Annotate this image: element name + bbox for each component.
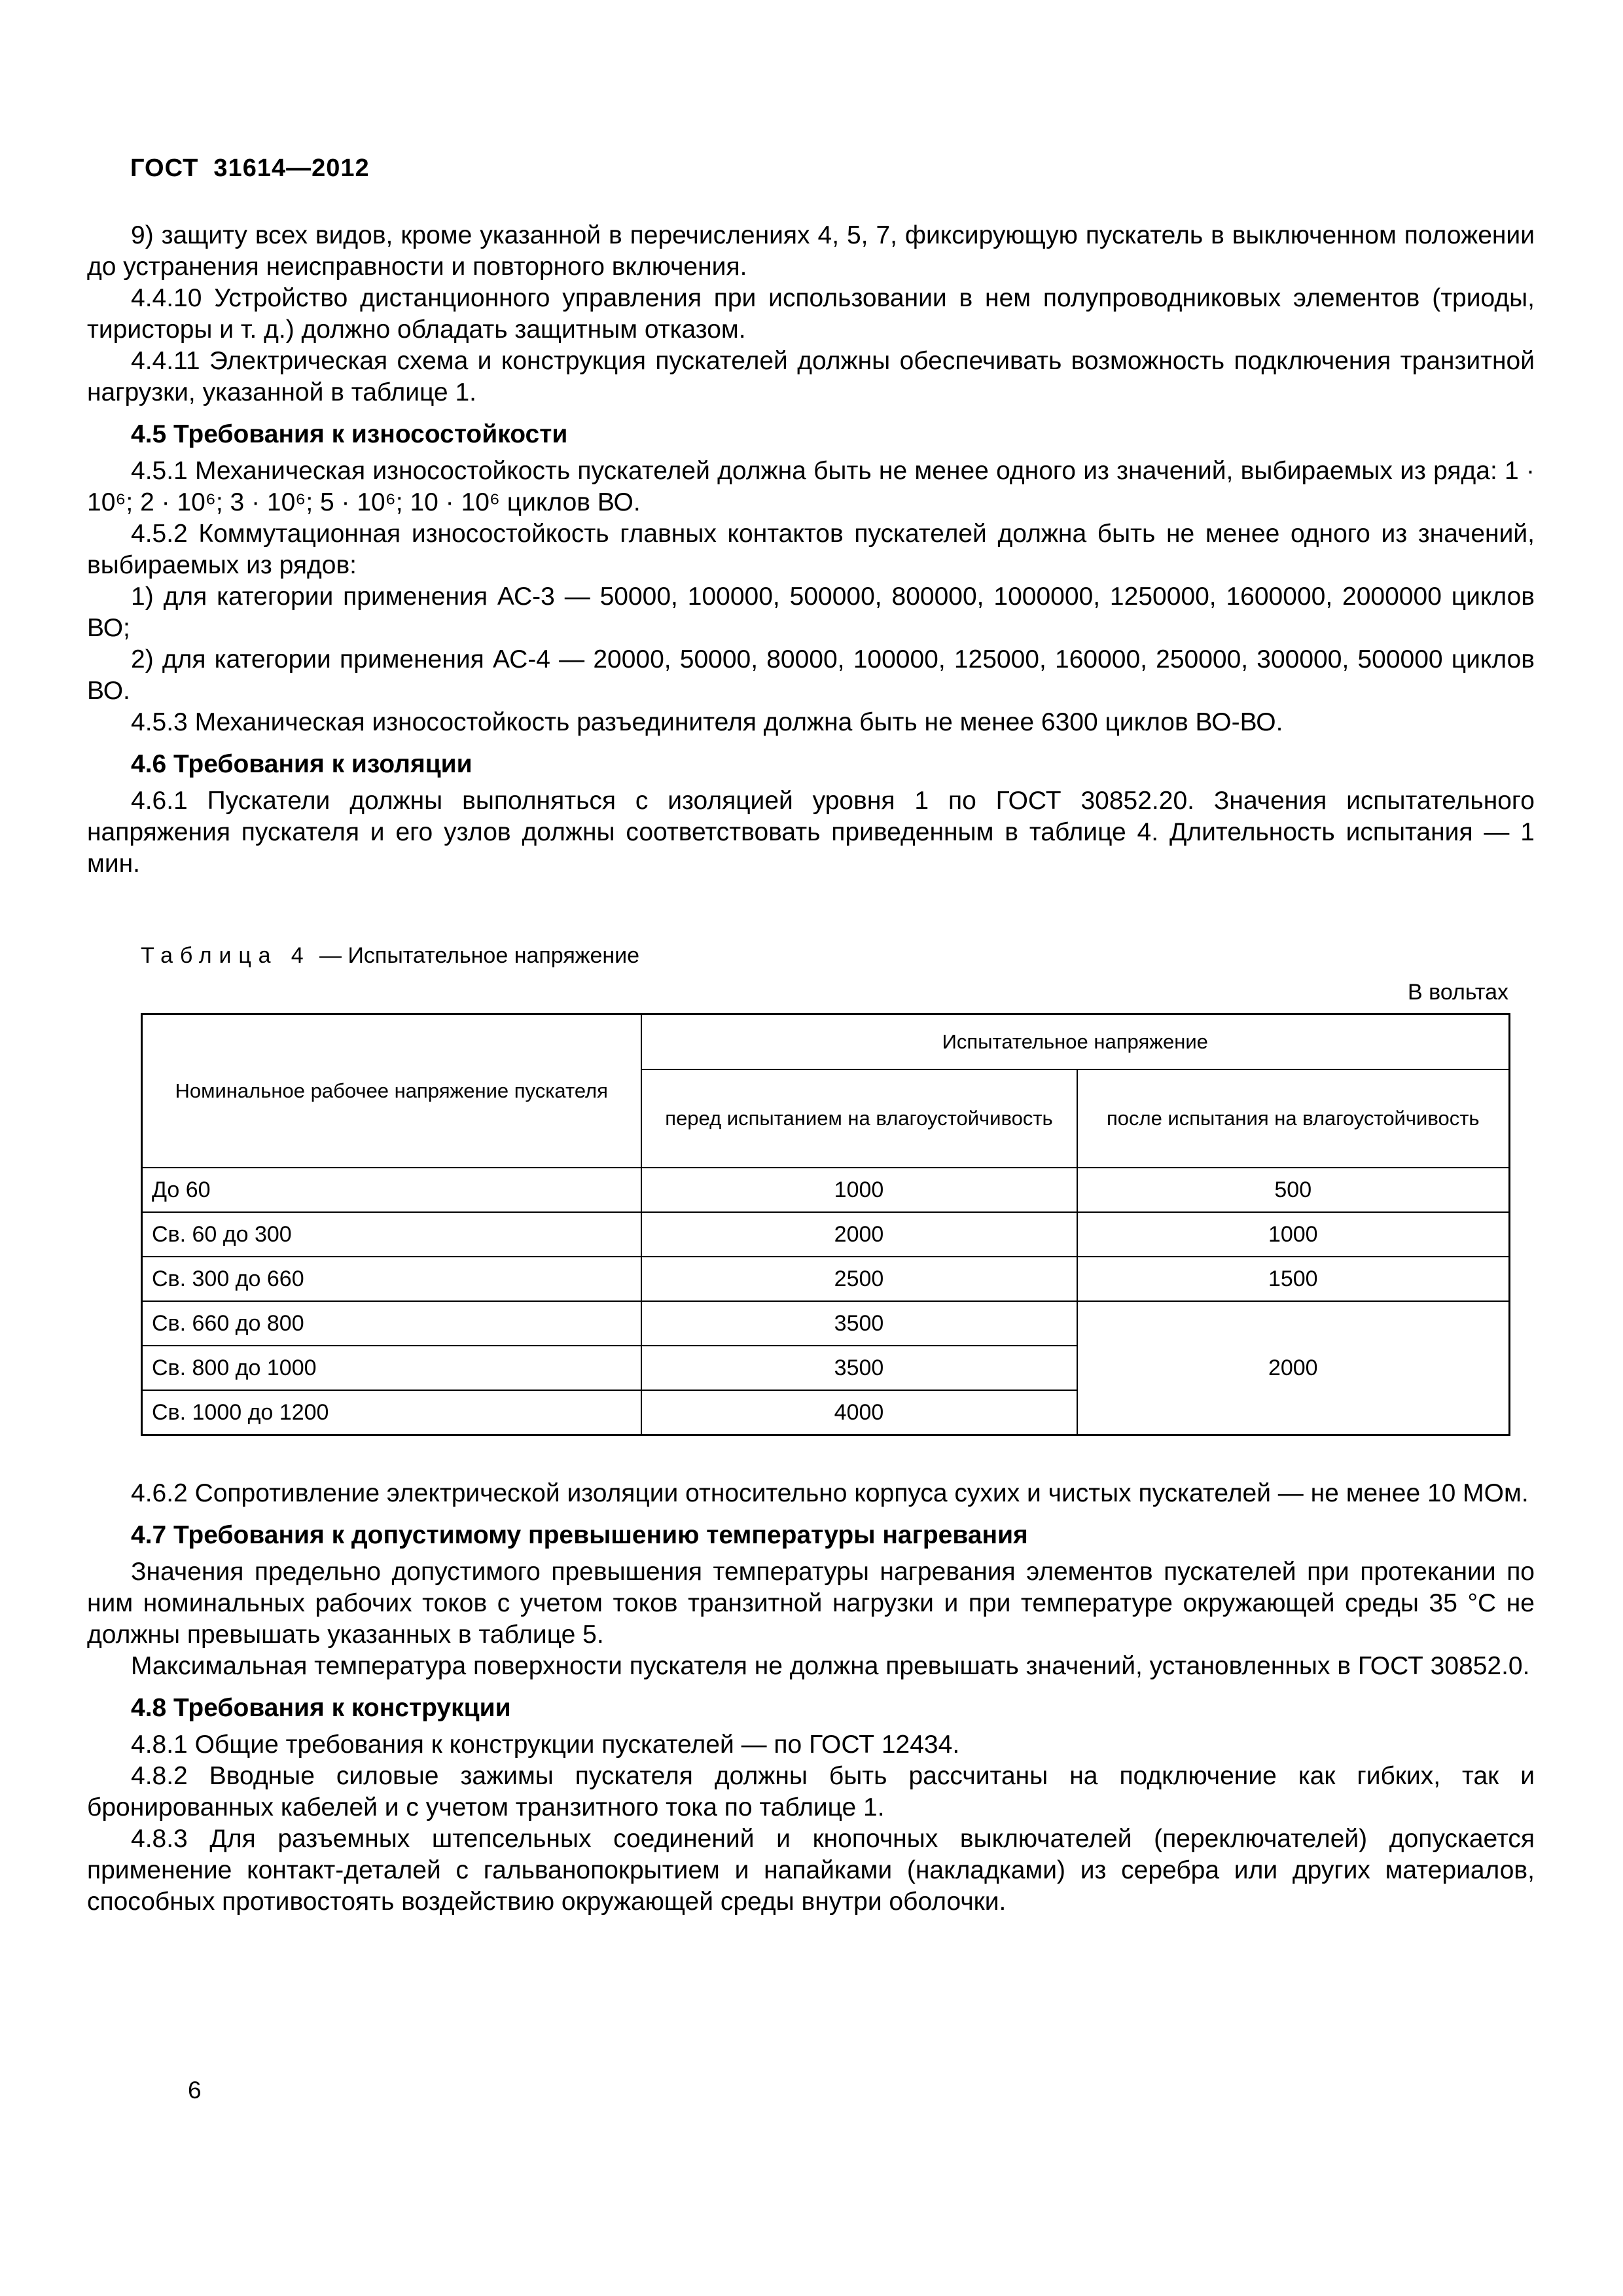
table-caption-title: — Испытательное напряжение bbox=[319, 943, 640, 968]
header-test-voltage-group: Испытательное напряжение bbox=[641, 1014, 1510, 1070]
heading-4-5: 4.5 Требования к износостойкости bbox=[131, 420, 568, 448]
paragraph-4-4-10: 4.4.10 Устройство дистанционного управления при использовании в нем полупроводниковых элементов (триоды, тиристоры и т. д.) должно обладать защитным отказом. bbox=[87, 284, 1535, 344]
cell-voltage-range: Св. 1000 до 1200 bbox=[142, 1390, 641, 1435]
cell-after-value-merged: 2000 bbox=[1077, 1301, 1510, 1435]
cell-before-value: 3500 bbox=[641, 1301, 1077, 1346]
table-caption-label: Таблица 4 bbox=[141, 943, 311, 968]
paragraph-4-8-1: 4.8.1 Общие требования к конструкции пускателей — по ГОСТ 12434. bbox=[131, 1731, 960, 1759]
header-after-humidity-test: после испытания на влагоустойчивость bbox=[1077, 1069, 1510, 1168]
table-row bbox=[142, 1301, 1510, 1346]
paragraph-4-5-3: 4.5.3 Механическая износостойкость разъединителя должна быть не менее 6300 циклов ВО-ВО. bbox=[131, 708, 1283, 736]
table-header-row-group bbox=[142, 1014, 1510, 1070]
header-nominal-voltage: Номинальное рабочее напряжение пускателя bbox=[142, 1014, 641, 1168]
table-row bbox=[142, 1212, 1510, 1257]
doc-code: ГОСТ 31614—2012 bbox=[130, 154, 370, 182]
paragraph-list-item-2: 2) для категории применения АС-4 — 20000, 50000, 80000, 100000, 125000, 160000, 250000, 300000, 500000 циклов ВО. bbox=[87, 645, 1535, 705]
paragraph-list-item-1: 1) для категории применения АС-3 — 50000, 100000, 500000, 800000, 1000000, 1250000, 1600000, 2000000 циклов ВО; bbox=[87, 583, 1535, 642]
header-before-humidity-test: перед испытанием на влагоустойчивость bbox=[641, 1069, 1077, 1168]
paragraph-4-4-11: 4.4.11 Электрическая схема и конструкция пускателей должны обеспечивать возможность подключения транзитной нагрузки, указанной в таблице 1. bbox=[87, 347, 1535, 406]
page-number: 6 bbox=[188, 2077, 202, 2104]
table-caption bbox=[141, 940, 1535, 971]
paragraph-item-9: 9) защиту всех видов, кроме указанной в перечислениях 4, 5, 7, фиксирующую пускатель в выключенном положении до устранения неисправности и повторного включения. bbox=[87, 221, 1535, 281]
document-body bbox=[87, 220, 1535, 1918]
heading-4-8: 4.8 Требования к конструкции bbox=[131, 1694, 511, 1722]
cell-after-value: 1500 bbox=[1077, 1257, 1510, 1301]
test-voltage-table bbox=[141, 1013, 1510, 1436]
paragraph-4-5-2: 4.5.2 Коммутационная износостойкость главных контактов пускателей должна быть не менее одного из значений, выбираемых из рядов: bbox=[87, 520, 1535, 579]
cell-before-value: 3500 bbox=[641, 1346, 1077, 1390]
paragraph-4-8-3: 4.8.3 Для разъемных штепсельных соединений и кнопочных выключателей (переключателей) допускается применение контакт-деталей с гальванопокрытием и напайками (накладками) из серебра или других материалов, способных противостоять воздействию окружающей среды внутри оболочки. bbox=[87, 1825, 1535, 1916]
table-unit-note: В вольтах bbox=[1408, 980, 1508, 1005]
cell-voltage-range: Св. 60 до 300 bbox=[142, 1212, 641, 1257]
paragraph-4-7-body-2: Максимальная температура поверхности пускателя не должна превышать значений, установленных в ГОСТ 30852.0. bbox=[131, 1652, 1530, 1680]
paragraph-4-8-2: 4.8.2 Вводные силовые зажимы пускателя должны быть рассчитаны на подключение как гибких, так и бронированных кабелей и с учетом транзитного тока по таблице 1. bbox=[87, 1762, 1535, 1821]
heading-4-7: 4.7 Требования к допустимому превышению температуры нагревания bbox=[131, 1521, 1028, 1549]
table-row bbox=[142, 1257, 1510, 1301]
paragraph-4-6-2: 4.6.2 Сопротивление электрической изоляции относительно корпуса сухих и чистых пускателей — не менее 10 МОм. bbox=[131, 1479, 1529, 1507]
cell-voltage-range: Св. 300 до 660 bbox=[142, 1257, 641, 1301]
cell-after-value: 1000 bbox=[1077, 1212, 1510, 1257]
cell-before-value: 1000 bbox=[641, 1168, 1077, 1212]
table-4-section bbox=[87, 940, 1535, 1436]
table-row bbox=[142, 1168, 1510, 1212]
heading-4-6: 4.6 Требования к изоляции bbox=[131, 750, 473, 778]
paragraph-4-5-1: 4.5.1 Механическая износостойкость пускателей должна быть не менее одного из значений, выбираемых из ряда: 1 · 10⁶; 2 · 10⁶; 3 · 10⁶; 5 · 10⁶; 10 · 10⁶ циклов ВО. bbox=[87, 457, 1535, 516]
cell-after-value: 500 bbox=[1077, 1168, 1510, 1212]
cell-voltage-range: Св. 660 до 800 bbox=[142, 1301, 641, 1346]
paragraph-4-6-1: 4.6.1 Пускатели должны выполняться с изоляцией уровня 1 по ГОСТ 30852.20. Значения испытательного напряжения пускателя и его узлов должны соответствовать приведенным в таблице 4. Длительность испытания — 1 мин. bbox=[87, 787, 1535, 878]
cell-before-value: 2000 bbox=[641, 1212, 1077, 1257]
cell-voltage-range: Св. 800 до 1000 bbox=[142, 1346, 641, 1390]
after-table-text bbox=[87, 1478, 1535, 1918]
cell-before-value: 2500 bbox=[641, 1257, 1077, 1301]
paragraph-4-7-body-1: Значения предельно допустимого превышения температуры нагревания элементов пускателей при протекании по ним номинальных рабочих токов с учетом токов транзитной нагрузки и при температуре окружающей среды 35 °С не должны превышать указанных в таблице 5. bbox=[87, 1558, 1535, 1649]
cell-voltage-range: До 60 bbox=[142, 1168, 641, 1212]
cell-before-value: 4000 bbox=[641, 1390, 1077, 1435]
